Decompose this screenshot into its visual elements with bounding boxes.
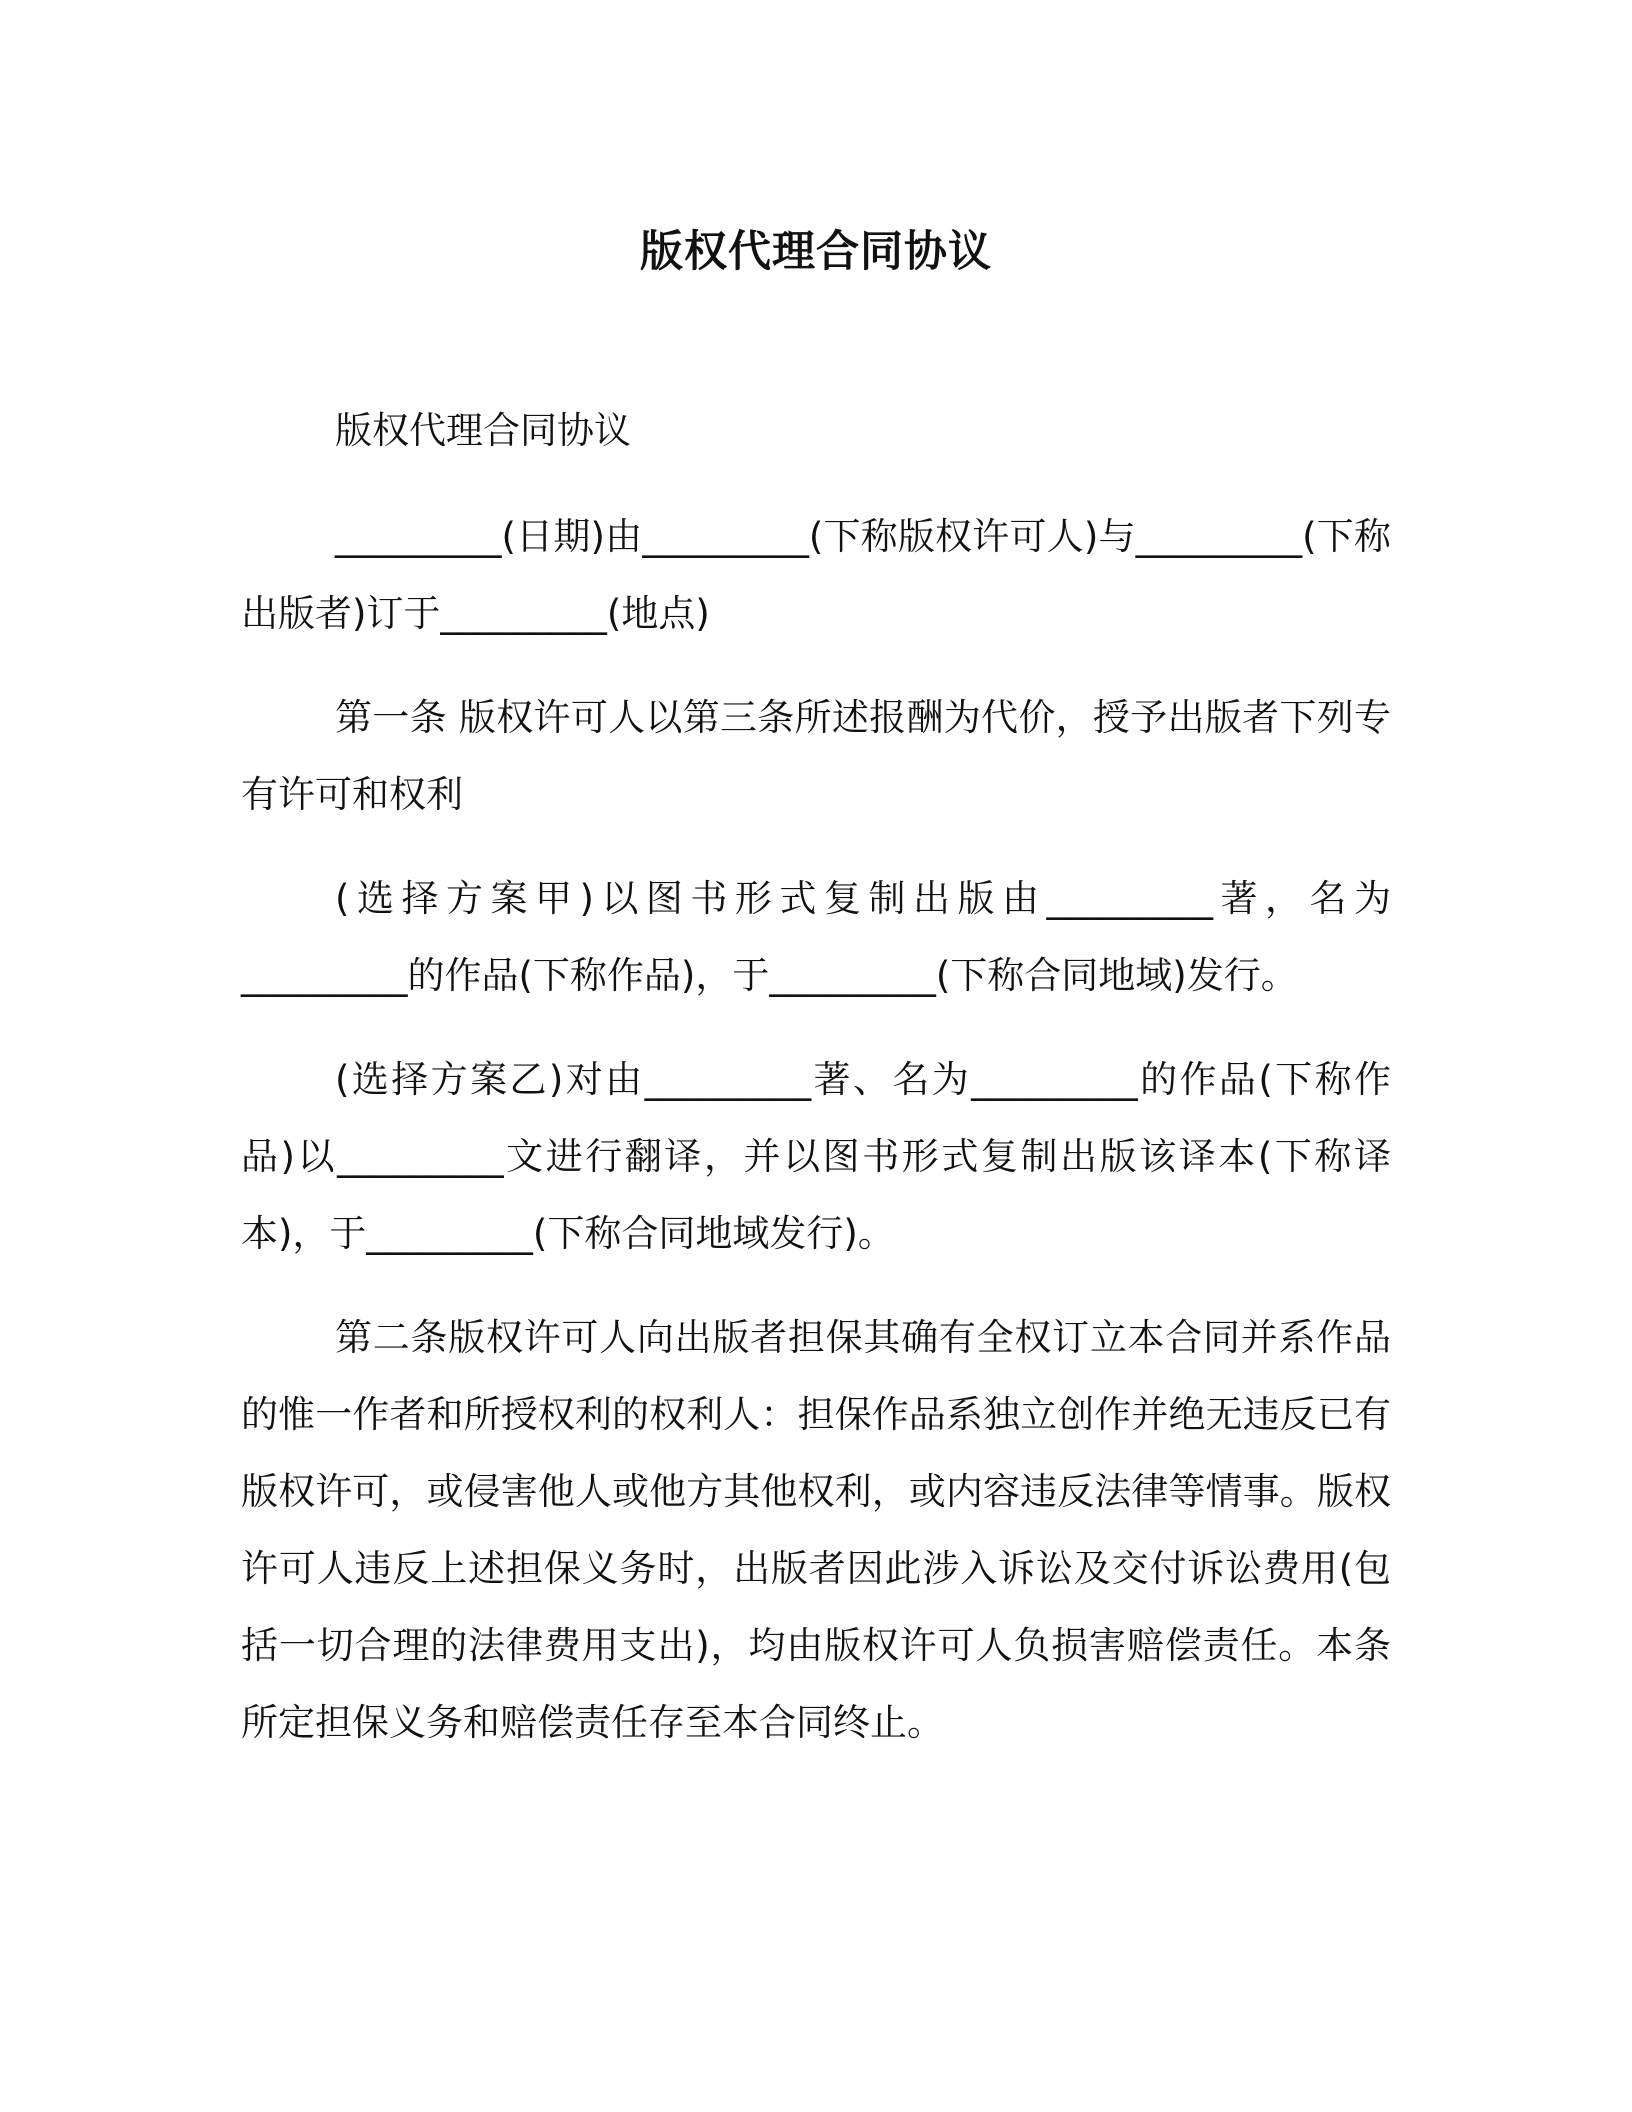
article-one-paragraph: 第一条 版权许可人以第三条所述报酬为代价，授予出版者下列专有许可和权利	[241, 696, 1391, 816]
document-body	[241, 392, 1391, 1788]
subtitle-paragraph: 版权代理合同协议	[335, 409, 631, 452]
option-a-paragraph: (选择方案甲)以图书形式复制出版由_________著，名为_________的作品(下称作品)，于_________(下称合同地域)发行。	[241, 877, 1391, 997]
parties-paragraph: _________(日期)由_________(下称版权许可人)与_________(下称出版者)订于_________(地点)	[241, 515, 1391, 635]
option-b-paragraph: (选择方案乙)对由_________著、名为_________的作品(下称作品)以_________文进行翻译，并以图书形式复制出版该译本(下称译本)，于_________(下称合同地域发行)。	[241, 1058, 1391, 1255]
document-title: 版权代理合同协议	[640, 227, 992, 277]
article-two-paragraph: 第二条版权许可人向出版者担保其确有全权订立本合同并系作品的惟一作者和所授权利的权利人：担保作品系独立创作并绝无违反已有版权许可，或侵害他人或他方其他权利，或内容违反法律等情事。版权许可人违反上述担保义务时，出版者因此涉入诉讼及交付诉讼费用(包括一切合理的法律费用支出)，均由版权许可人负损害赔偿责任。本条所定担保义务和赔偿责任存至本合同终止。	[241, 1316, 1391, 1744]
